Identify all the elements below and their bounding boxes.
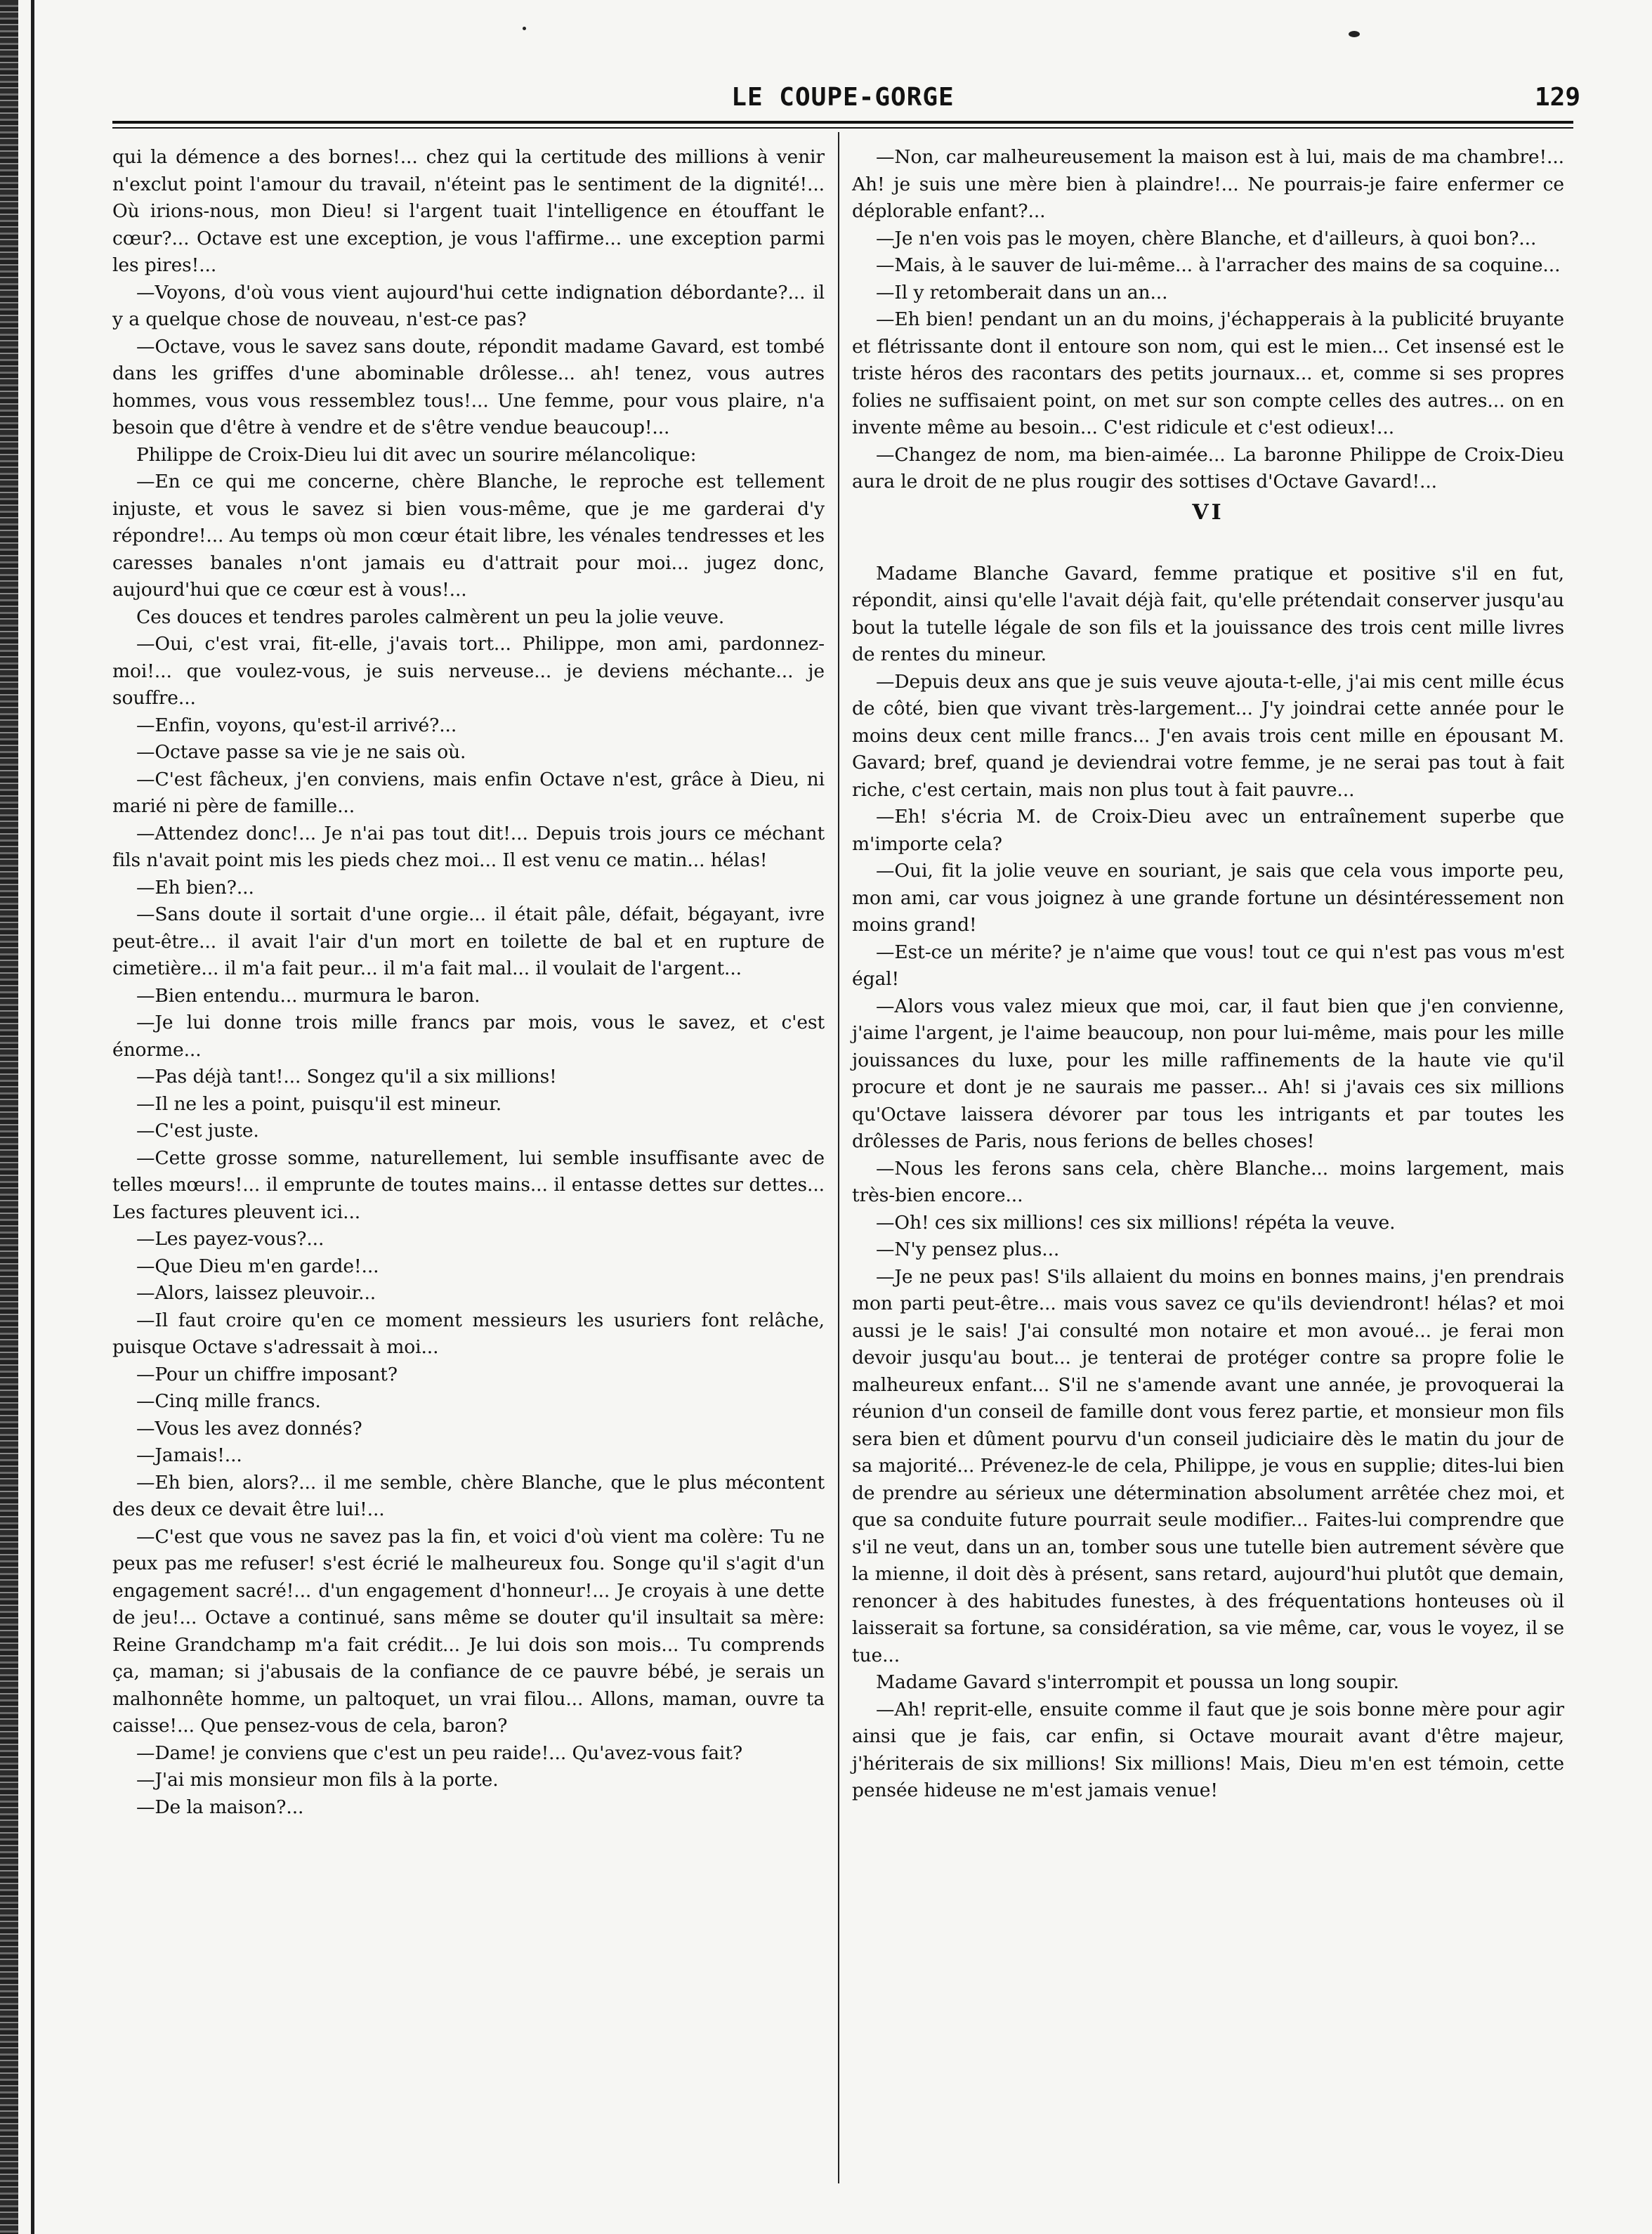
paragraph: —Oui, c'est vrai, fit-elle, j'avais tort... Philippe, mon ami, pardonnez-moi!... que voulez-vous, je suis nerveuse... je deviens méchante... je souffre... [112, 633, 825, 709]
binding-line [31, 0, 34, 2234]
paragraph: —Eh! s'écria M. de Croix-Dieu avec un entraînement superbe que m'importe cela? [852, 806, 1564, 855]
paragraph: —Octave passe sa vie je ne sais où. [136, 741, 466, 763]
paragraph: qui la démence a des bornes!... chez qui la certitude des millions à venir n'exclut point l'amour du travail, n'éteint pas le sentiment de la dignité!... Où irions-nous, mon Dieu! si l'argent tuait l'intelligence en étouffant le cœur?... Octave est une exception, je vous l'affirme... une exception parmi les pires!... [112, 146, 825, 276]
paragraph: —Vous les avez donnés? [136, 1417, 362, 1439]
column-divider [838, 132, 839, 2183]
paragraph: —Alors vous valez mieux que moi, car, il faut bien que j'en convienne, j'aime l'argent, je l'aime beaucoup, non pour lui-même, mais pour les mille jouissances du luxe, pour les mille raffinements de la haute vie qu'il procure et dont je ne saurais me passer... Ah! si j'avais ces six millions qu'Octave laissera dévorer par tous les intrigants et par toutes les drôlesses de Paris, nous ferions de belles choses! [852, 995, 1564, 1152]
section-heading: VI [1192, 499, 1224, 525]
paragraph: —Jamais!... [136, 1444, 242, 1466]
paragraph: —Eh bien! pendant un an du moins, j'échapperais à la publicité bruyante et flétrissante dont il entoure son nom, qui est le mien... Cet insensé est le triste héros des racontars des petits journaux... et, comme si ses propres folies ne suffisaient point, on met sur son compte celles des autres... on en invente même au besoin... C'est ridicule et c'est odieux!... [852, 308, 1564, 438]
page-number: 129 [1534, 83, 1580, 112]
paragraph: —C'est fâcheux, j'en conviens, mais enfin Octave n'est, grâce à Dieu, ni marié ni père de famille... [112, 768, 825, 817]
paragraph: —Pas déjà tant!... Songez qu'il a six millions! [136, 1066, 557, 1087]
paragraph: —Changez de nom, ma bien-aimée... La baronne Philippe de Croix-Dieu aura le droit de ne plus rougir des sottises d'Octave Gavard!... [852, 443, 1564, 492]
paragraph: —Sans doute il sortait d'une orgie... il était pâle, défait, bégayant, ivre peut-être... il avait l'air d'un mort en toilette de bal et en rupture de cimetière... il m'a fait peur... il m'a fait mal... il voulait de l'argent... [112, 903, 825, 979]
paragraph: —Il faut croire qu'en ce moment messieurs les usuriers font relâche, puisque Octave s'adressait à moi... [112, 1309, 825, 1358]
paragraph: —Que Dieu m'en garde!... [136, 1255, 379, 1277]
paragraph: —Enfin, voyons, qu'est-il arrivé?... [136, 714, 457, 736]
paragraph: —Depuis deux ans que je suis veuve ajouta-t-elle, j'ai mis cent mille écus de côté, bien que vivant très-largement... J'y joindrai cette année pour le moins deux cent mille francs... J'en avais trois cent mille en épousant M. Gavard; bref, quand je deviendrai votre femme, je ne serai pas tout à fait riche, c'est certain, mais non plus tout à fait pauvre... [852, 670, 1564, 801]
paragraph: —Eh bien, alors?... il me semble, chère Blanche, que le plus mécontent des deux ce devait être lui!... [112, 1471, 825, 1520]
paragraph: —Oui, fit la jolie veuve en souriant, je sais que cela vous importe peu, mon ami, car vous joignez à une grande fortune un désintéressement non moins grand! [852, 860, 1564, 936]
ink-speck [1349, 31, 1360, 37]
paragraph: —Est-ce un mérite? je n'aime que vous! tout ce qui n'est pas vous m'est égal! [852, 941, 1564, 990]
left-column [112, 144, 825, 1821]
paragraph: —Il ne les a point, puisqu'il est mineur. [136, 1092, 502, 1115]
paragraph: —De la maison?... [136, 1796, 304, 1818]
paragraph: —N'y pensez plus... [876, 1239, 1060, 1260]
page-binding-edge [0, 0, 18, 2234]
paragraph: —Je lui donne trois mille francs par mois, vous le savez, et c'est énorme... [112, 1012, 825, 1061]
paragraph: Madame Blanche Gavard, femme pratique et positive s'il en fut, répondit, ainsi qu'elle l'avait déjà fait, qu'elle prétendait conserver jusqu'au bout la tutelle légale de son fils et la jouissance des trois cent mille livres de rentes du mineur. [852, 562, 1564, 665]
right-column-after-section [852, 561, 1564, 1805]
paragraph: Madame Gavard s'interrompit et poussa un long soupir. [876, 1671, 1399, 1693]
paragraph: —Non, car malheureusement la maison est à lui, mais de ma chambre!... Ah! je suis une mère bien à plaindre!... Ne pourrais-je faire enfermer ce déplorable enfant?... [852, 146, 1564, 222]
paragraph: —Dame! je conviens que c'est un peu raide!... Qu'avez-vous fait? [136, 1742, 743, 1764]
paragraph: —J'ai mis monsieur mon fils à la porte. [136, 1769, 499, 1791]
paragraph: —Je ne peux pas! S'ils allaient du moins en bonnes mains, j'en prendrais mon parti peut-être... mais vous savez ce qu'ils deviendront! hélas? et moi aussi je le sais! J'ai consulté mon notaire et mon avoué... je ferai mon devoir jusqu'au bout... je tenterai de protéger contre sa propre folie le malheureux enfant... S'il ne s'amende avant une année, je provoquerai la réunion d'un conseil de famille dont vous ferez partie, et monsieur mon fils sera bien et dûment pourvu d'un conseil judiciaire dès le matin du jour de sa majorité... Prévenez-le de cela, Philippe, je vous en supplie; dites-lui bien de prendre au sérieux une détermination absolument arrêtée chez moi, et que sa conduite future pourrait seule modifier... Faites-lui comprendre que s'il ne veut, dans un an, tomber sous une tutelle bien autrement sévère que la mienne, il doit dès à présent, sans retard, aujourd'hui plutôt que demain, renoncer à des habitudes funestes, à des fréquentations honteuses où il laisserait sa fortune, sa considération, sa vie même, car, vous le voyez, il se tue... [852, 1265, 1564, 1666]
paragraph: —Mais, à le sauver de lui-même... à l'arracher des mains de sa coquine... [876, 254, 1561, 276]
paragraph: —Attendez donc!... Je n'ai pas tout dit!... Depuis trois jours ce méchant fils n'avait point mis les pieds chez moi... Il est venu ce matin... hélas! [112, 822, 825, 871]
paragraph: —Il y retomberait dans un an... [876, 281, 1168, 303]
running-title: LE COUPE-GORGE [731, 83, 955, 112]
paragraph: —C'est juste. [136, 1120, 259, 1142]
paragraph: —Ah! reprit-elle, ensuite comme il faut que je sois bonne mère pour agir ainsi que je fais, car enfin, si Octave mourait avant d'être majeur, j'hériterais de six millions! Six millions! Mais, Dieu m'en est témoin, cette pensée hideuse ne m'est jamais venue! [852, 1698, 1564, 1801]
page-header [105, 83, 1580, 118]
paragraph: —Nous les ferons sans cela, chère Blanche... moins largement, mais très-bien encore... [852, 1157, 1564, 1206]
paragraph: —Bien entendu... murmura le baron. [136, 984, 480, 1007]
paragraph: —Voyons, d'où vous vient aujourd'hui cette indignation débordante?... il y a quelque chose de nouveau, n'est-ce pas? [112, 281, 825, 330]
header-rule [112, 121, 1573, 124]
paragraph: —Je n'en vois pas le moyen, chère Blanche, et d'ailleurs, à quoi bon?... [876, 227, 1537, 249]
paragraph: —En ce qui me concerne, chère Blanche, le reproche est tellement injuste, et vous le savez si bien vous-même, que je me garderai d'y répondre!... Au temps où mon cœur était libre, les vénales tendresses et les caresses banales n'ont jamais eu d'attrait pour moi... jugez donc, aujourd'hui que ce cœur est à vous!... [112, 471, 825, 601]
paragraph: —Pour un chiffre imposant? [136, 1363, 398, 1385]
paragraph: —Cette grosse somme, naturellement, lui semble insuffisante avec de telles mœurs!... il emprunte de toutes mains... il entasse dettes sur dettes... Les factures pleuvent ici... [112, 1147, 825, 1223]
paragraph: —Cinq mille francs. [136, 1390, 321, 1412]
right-column [852, 144, 1564, 1805]
right-column-before-section [852, 144, 1564, 496]
paragraph: —Oh! ces six millions! ces six millions! répéta la veuve. [876, 1211, 1396, 1234]
ink-speck [523, 27, 526, 30]
paragraph: Philippe de Croix-Dieu lui dit avec un sourire mélancolique: [136, 443, 697, 466]
paragraph: —Eh bien?... [136, 876, 254, 899]
paragraph: —Les payez-vous?... [136, 1228, 324, 1250]
paragraph: —Alors, laissez pleuvoir... [136, 1282, 376, 1304]
paragraph: Ces douces et tendres paroles calmèrent un peu la jolie veuve. [136, 606, 725, 628]
paragraph: —Octave, vous le savez sans doute, répondit madame Gavard, est tombé dans les griffes d'une abominable drôlesse... ah! tenez, vous autres hommes, vous vous ressemblez tous!... Une femme, pour vous plaire, n'a besoin que d'être à vendre et de s'être vendue beaucoup!... [112, 335, 825, 438]
header-rule-thin [112, 127, 1573, 129]
paragraph: —C'est que vous ne savez pas la fin, et voici d'où vient ma colère: Tu ne peux pas me refuser! s'est écrié le malheureux fou. Songe qu'il s'agit d'un engagement sacré!... d'un engagement d'honneur!... Je croyais à une dette de jeu!... Octave a continué, sans même se douter qu'il insultait sa mère: Reine Grandchamp m'a fait crédit... Je lui dois son mois... Tu comprends ça, maman; si j'abusais de la confiance de ce pauvre bébé, je serais un malhonnête homme, un paltoquet, un vrai filou... Allons, maman, ouvre ta caisse!... Que pensez-vous de cela, baron? [112, 1525, 825, 1737]
